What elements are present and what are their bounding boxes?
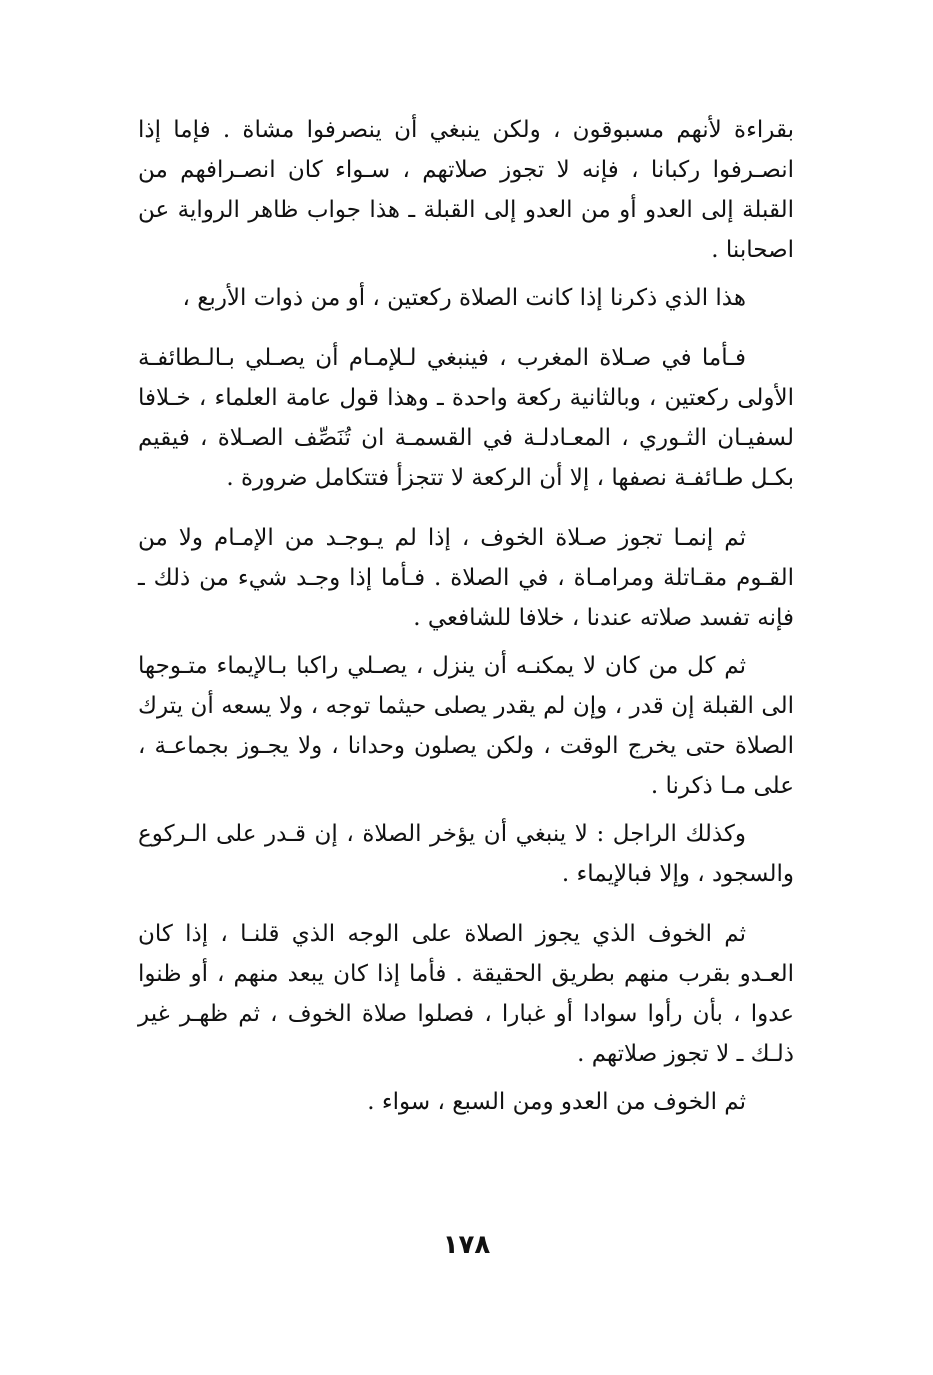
paragraph-3: فـأما في صـلاة المغرب ، فينبغي لـلإمـام أن يصـلي بـالـطائفـة الأولى ركعتين ، وبالثانية ركعة واحدة ـ وهذا قول عامة العلماء ، خـلافا لسفيـان الثـوري ، المعـادلـة في القسمـة ان تُنَصِّف الصـلاة ، فيقيم بكـل طـائفـة نصفها ، إلا أن الركعة لا تتجزأ فتتكامل ضرورة . (138, 345, 794, 491)
page-number: ١٧٨ (442, 1230, 491, 1260)
paragraph-4: ثم إنمـا تجوز صـلاة الخوف ، إذا لم يـوجـد من الإمـام ولا من القـوم مقـاتلة ومرامـاة ، في الصلاة . فـأما إذا وجـد شيء من ذلك ـ فإنه تفسد صلاته عندنا ، خلافا للشافعي . (138, 525, 794, 631)
paragraph-5: ثم كل من كان لا يمكنـه أن ينزل ، يصـلي راكبا بـالإيماء متـوجها الى القبلة إن قدر ، وإن لم يقدر يصلى حيثما توجه ، ولا يسعه أن يترك الصلاة حتى يخرج الوقت ، ولكن يصلون وحدانا ، ولا يجـوز بجماعـة ، على مـا ذكرنا . (138, 653, 794, 799)
paragraph-7: ثم الخوف الذي يجوز الصلاة على الوجه الذي قلنـا ، إذا كان العـدو بقرب منهم بطريق الحقيقة . فأما إذا كان يبعد منهم ، أو ظنوا عدوا ، بأن رأوا سوادا أو غبارا ، فصلوا صلاة الخوف ، ثم ظهـر غير ذلـك ـ لا تجوز صلاتهم . (138, 921, 794, 1067)
paragraph-2: هذا الذي ذكرنا إذا كانت الصلاة ركعتين ، أو من ذوات الأربع ، (182, 285, 746, 311)
page-body-text (138, 110, 794, 1122)
paragraph-1: بقراءة لأنهم مسبوقون ، ولكن ينبغي أن ينصرفوا مشاة . فإما إذا انصـرفوا ركبانا ، فإنه لا تجوز صلاتهم ، سـواء كان انصـرافهم من القبلة إلى العدو أو من العدو إلى القبلة ـ هذا جواب ظاهر الرواية عن اصحابنا . (138, 117, 794, 263)
paragraph-6: وكذلك الراجل : لا ينبغي أن يؤخر الصلاة ، إن قـدر على الـركوع والسجود ، وإلا فبالإيماء . (138, 821, 794, 887)
paragraph-8: ثم الخوف من العدو ومن السبع ، سواء . (367, 1089, 746, 1115)
